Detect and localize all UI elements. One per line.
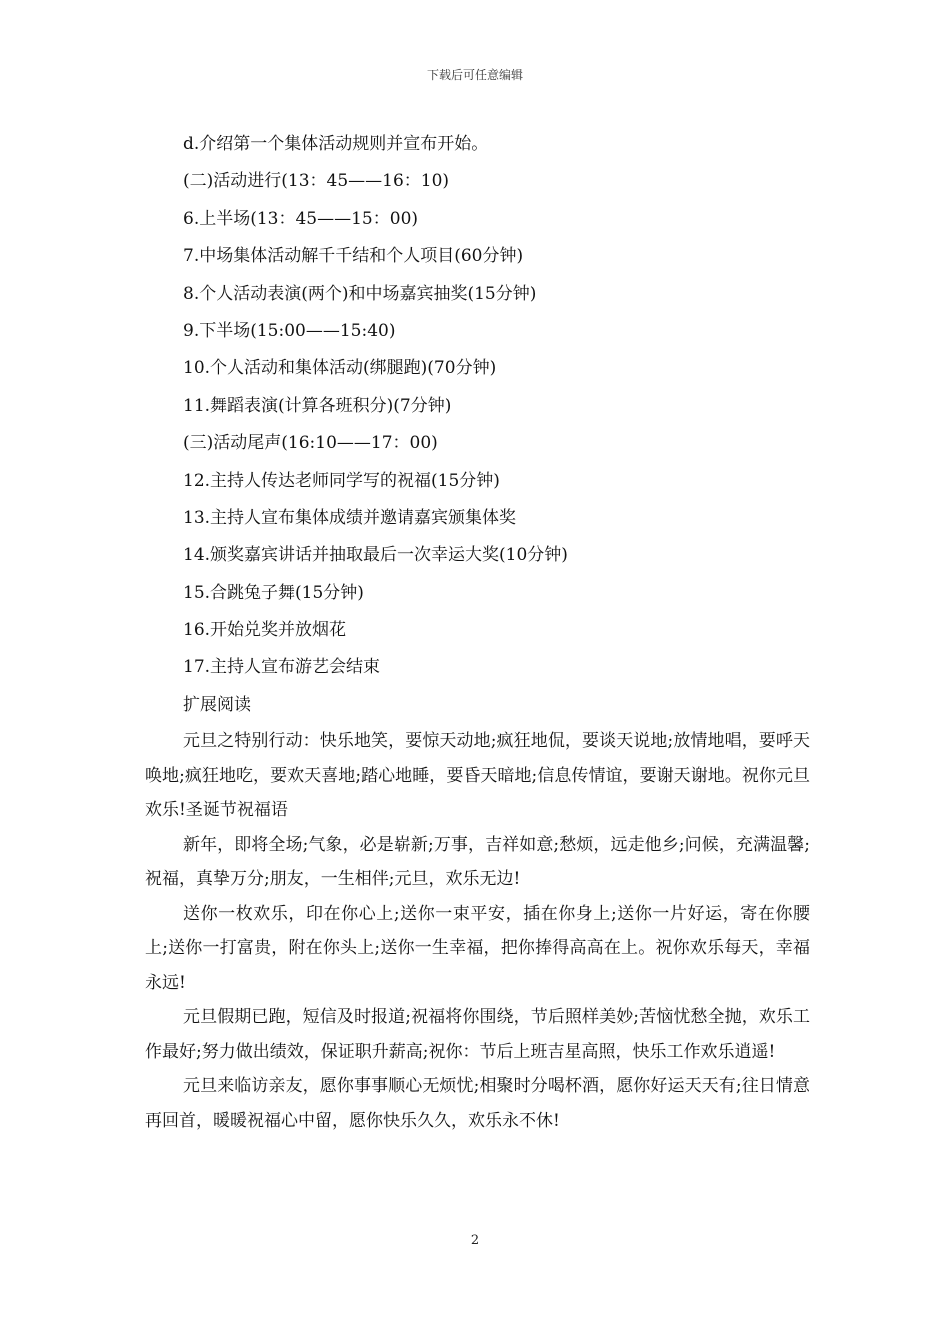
list-item: 9.下半场(15:00——15:40) bbox=[183, 320, 396, 341]
list-item: 8.个人活动表演(两个)和中场嘉宾抽奖(15分钟) bbox=[183, 283, 537, 304]
list-item: 13.主持人宣布集体成绩并邀请嘉宾颁集体奖 bbox=[183, 507, 517, 528]
paragraph: 元旦之特别行动：快乐地笑，要惊天动地;疯狂地侃，要谈天说地;放情地唱，要呼天唤地;疯狂地吃，要欢天喜地;踏心地睡，要昏天暗地;信息传情谊，要谢天谢地。祝你元旦欢乐!圣诞节祝福语 bbox=[145, 731, 810, 821]
paragraph: 送你一枚欢乐，印在你心上;送你一束平安，插在你身上;送你一片好运，寄在你腰上;送你一打富贵，附在你头上;送你一生幸福，把你捧得高高在上。祝你欢乐每天，幸福永远! bbox=[145, 903, 810, 993]
list-item: 15.合跳兔子舞(15分钟) bbox=[183, 582, 364, 603]
document-body bbox=[145, 126, 810, 1138]
paragraph: 元旦假期已跑，短信及时报道;祝福将你围绕，节后照样美妙;苦恼忧愁全抛，欢乐工作最好;努力做出绩效，保证职升薪高;祝你：节后上班吉星高照，快乐工作欢乐逍遥! bbox=[145, 1007, 810, 1062]
paragraph: 新年，即将全场;气象，必是崭新;万事，吉祥如意;愁烦，远走他乡;问候，充满温馨;祝福，真挚万分;朋友，一生相伴;元旦，欢乐无边! bbox=[145, 834, 810, 890]
list-item: d.介绍第一个集体活动规则并宣布开始。 bbox=[183, 134, 489, 154]
list-item: 14.颁奖嘉宾讲话并抽取最后一次幸运大奖(10分钟) bbox=[183, 545, 568, 566]
list-item: 12.主持人传达老师同学写的祝福(15分钟) bbox=[183, 470, 500, 491]
list-item: 6.上半场(13：45——15：00) bbox=[183, 208, 419, 229]
paragraph: 元旦来临访亲友，愿你事事顺心无烦忧;相聚时分喝杯酒，愿你好运天天有;往日情意再回首，暖暖祝福心中留，愿你快乐久久，欢乐永不休! bbox=[145, 1076, 810, 1131]
section-heading: (三)活动尾声(16:10——17：00) bbox=[183, 433, 438, 454]
extended-reading-heading: 扩展阅读 bbox=[183, 694, 251, 715]
list-item: 17.主持人宣布游艺会结束 bbox=[183, 657, 381, 678]
list-item: 7.中场集体活动解千千结和个人项目(60分钟) bbox=[183, 246, 524, 267]
list-item: 16.开始兑奖并放烟花 bbox=[183, 620, 347, 641]
page-number: 2 bbox=[470, 1233, 480, 1248]
page-header: 下载后可任意编辑 bbox=[426, 68, 523, 82]
list-item: 11.舞蹈表演(计算各班积分)(7分钟) bbox=[183, 395, 452, 416]
section-heading: (二)活动进行(13：45——16：10) bbox=[183, 171, 450, 192]
list-item: 10.个人活动和集体活动(绑腿跑)(70分钟) bbox=[183, 358, 497, 379]
